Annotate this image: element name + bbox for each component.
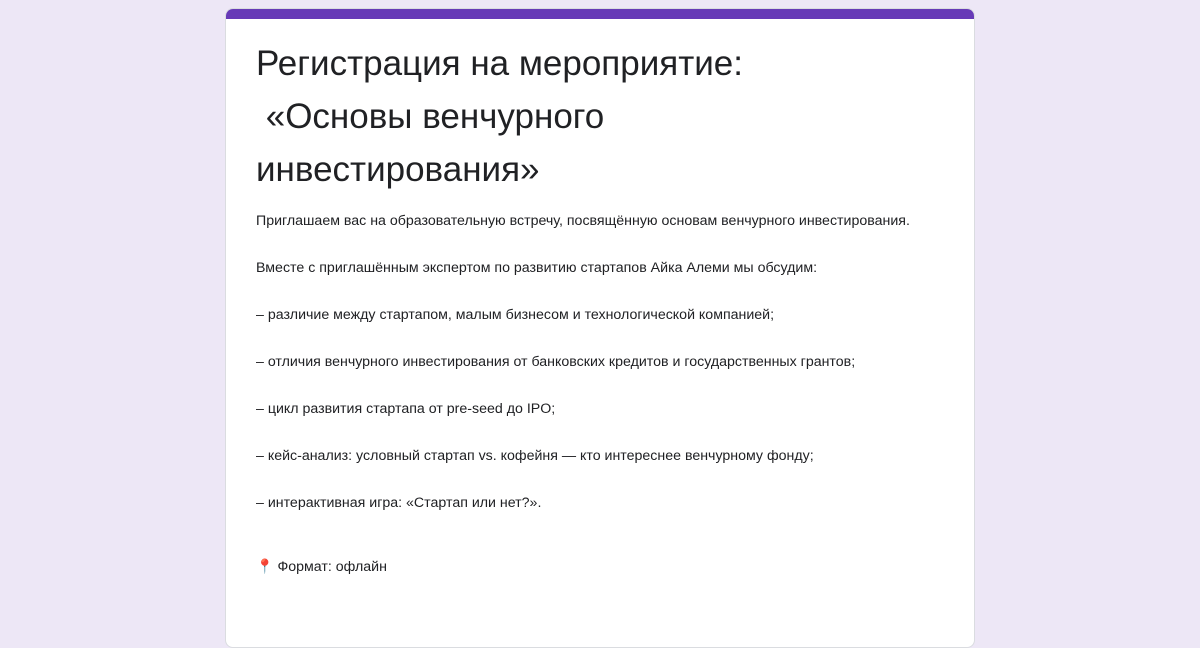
description-list-item: – интерактивная игра: «Стартап или нет?». [256,495,542,511]
form-header-content [256,37,946,603]
description-list-item: – отличия венчурного инвестирования от банковских кредитов и государственных грантов; [256,354,856,370]
description-list-item: – различие между стартапом, малым бизнесом и технологической компанией; [256,307,775,323]
description-list-item: – кейс-анализ: условный стартап vs. кофейня — кто интереснее венчурному фонду; [256,448,814,464]
form-header-card [225,8,975,648]
description-format [256,555,946,579]
description-lead: Вместе с приглашённым экспертом по развитию стартапов Айка Алеми мы обсудим: [256,260,818,276]
pin-icon: 📍 [256,558,274,574]
format-label: Формат: офлайн [277,559,387,575]
description-list-item: – цикл развития стартапа от pre-seed до IPO; [256,401,556,417]
form-accent-bar [226,9,974,19]
description-intro: Приглашаем вас на образовательную встречу, посвящённую основам венчурного инвестирования. [256,213,910,229]
form-title: Регистрация на мероприятие: «Основы венчурного инвестирования» [256,44,743,189]
form-description [256,210,946,579]
